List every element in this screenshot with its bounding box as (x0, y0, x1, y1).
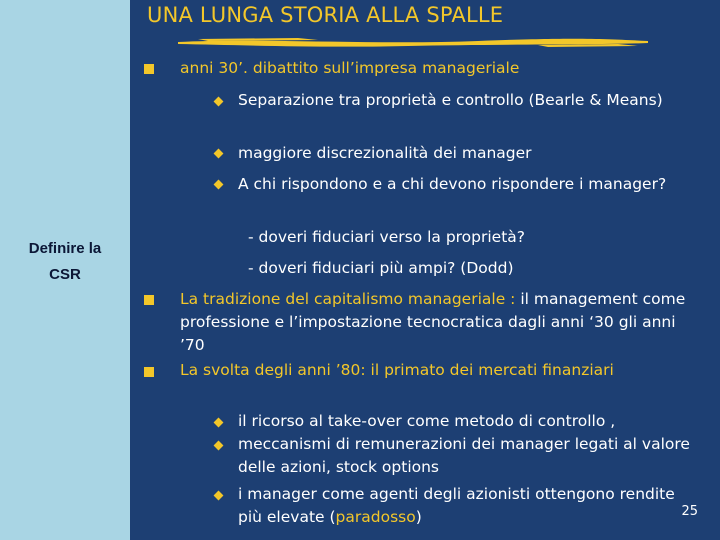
section1-heading: anni 30’. dibattito sull’impresa manageriale (180, 59, 520, 77)
section1-bullet-1: Separazione tra proprietà e controllo (Bearle & Means) (238, 91, 663, 109)
section3-heading: La svolta degli anni ’80: il primato dei mercati finanziari (180, 361, 614, 379)
title-underline-brush (178, 35, 648, 49)
bullet-diamond-icon (214, 97, 224, 107)
section2-heading-rest: il management come professione e l’impostazione tecnocratica dagli anni ‘30 gli anni ’70 (180, 290, 686, 354)
section1-bullet-3: A chi rispondono e a chi devono rispondere i manager? (238, 175, 667, 193)
bullet-square-icon (144, 64, 154, 74)
section3-bullet-1: il ricorso al take-over come metodo di controllo , (238, 412, 616, 430)
section3-bullet-2: meccanismi di remunerazioni dei manager legati al valore delle azioni, stock options (238, 435, 690, 476)
page-number: 25 (681, 504, 698, 519)
bullet-diamond-icon (214, 441, 224, 451)
section2-heading (180, 288, 700, 357)
bullet-square-icon (144, 295, 154, 305)
slide-title: UNA LUNGA STORIA ALLA SPALLE (147, 3, 504, 27)
section1-sub-line-1: - doveri fiduciari verso la proprietà? (248, 228, 526, 246)
side-label (0, 236, 130, 288)
bullet-diamond-icon (214, 180, 224, 190)
section2-heading-highlight: La tradizione del capitalismo manageriale : (180, 290, 516, 308)
slide-main-panel (130, 0, 720, 540)
bullet-diamond-icon (214, 418, 224, 428)
side-label-line-2: CSR (49, 266, 81, 283)
section3-bullet-3 (238, 483, 678, 529)
bullet-square-icon (144, 367, 154, 377)
section3-bullet-3-end: ) (415, 508, 422, 526)
section1-sub-line-2: - doveri fiduciari più ampi? (Dodd) (248, 259, 514, 277)
bullet-diamond-icon (214, 149, 224, 159)
section1-bullet-2: maggiore discrezionalità dei manager (238, 144, 532, 162)
section3-bullet-3-highlight: paradosso (335, 508, 416, 526)
side-label-line-1: Definire la (28, 240, 102, 257)
bullet-diamond-icon (214, 491, 224, 501)
section3-bullet-3-text: i manager come agenti degli azionisti ottengono rendite più elevate ( (238, 485, 675, 526)
